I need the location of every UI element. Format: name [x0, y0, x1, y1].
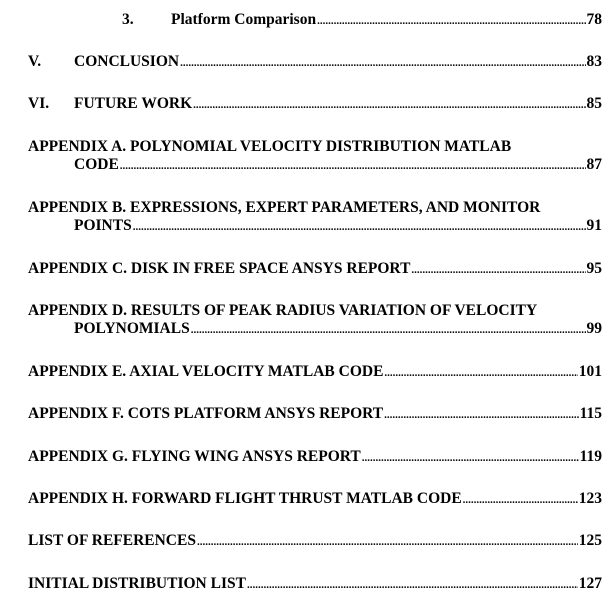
- toc-entry-number: 3.: [122, 11, 134, 28]
- toc-entry-page: 91: [586, 217, 602, 234]
- toc-entry-page: 125: [578, 532, 602, 549]
- toc-entry-title: APPENDIX H. FORWARD FLIGHT THRUST MATLAB CODE: [28, 490, 462, 507]
- toc-entry-title: Platform Comparison: [171, 11, 317, 28]
- toc-entry-appendix-f[interactable]: [0, 404, 608, 424]
- toc-entry-appendix-h[interactable]: [0, 489, 608, 509]
- dot-leader: [411, 260, 585, 279]
- toc-entry-page: 115: [579, 405, 602, 422]
- toc-entry-initial-distribution-list[interactable]: [0, 574, 608, 594]
- dot-leader: [317, 11, 585, 30]
- toc-entry-number: V.: [28, 53, 42, 70]
- toc-entry-title-line2: POLYNOMIALS: [74, 320, 190, 337]
- toc-entry-page: 99: [586, 320, 602, 337]
- toc-entry-page: 83: [586, 53, 602, 70]
- dot-leader: [384, 363, 577, 382]
- toc-entry-appendix-a[interactable]: [0, 137, 608, 177]
- toc-entry-title-line2: CODE: [74, 156, 119, 173]
- toc-entry-appendix-d[interactable]: [0, 301, 608, 341]
- toc-entry-title-line1: APPENDIX A. POLYNOMIAL VELOCITY DISTRIBUTION MATLAB: [28, 138, 512, 155]
- dot-leader: [362, 448, 579, 467]
- toc-entry-appendix-c[interactable]: [0, 259, 608, 279]
- toc-entry-title: APPENDIX G. FLYING WING ANSYS REPORT: [28, 448, 361, 465]
- toc-entry-page: 101: [578, 363, 602, 380]
- dot-leader: [180, 53, 585, 72]
- toc-entry-future-work[interactable]: [0, 94, 608, 114]
- toc-entry-title: APPENDIX C. DISK IN FREE SPACE ANSYS REPORT: [28, 260, 411, 277]
- dot-leader: [133, 217, 586, 236]
- toc-entry-title: APPENDIX F. COTS PLATFORM ANSYS REPORT: [28, 405, 384, 422]
- toc-entry-title-line2: POINTS: [74, 217, 132, 234]
- toc-entry-conclusion[interactable]: [0, 52, 608, 72]
- toc-entry-appendix-b[interactable]: [0, 198, 608, 238]
- toc-entry-title-line1: APPENDIX D. RESULTS OF PEAK RADIUS VARIATION OF VELOCITY: [28, 302, 538, 319]
- toc-entry-page: 119: [579, 448, 602, 465]
- toc-entry-page: 95: [586, 260, 602, 277]
- toc-entry-title: CONCLUSION: [74, 53, 180, 70]
- toc-entry-list-of-references[interactable]: [0, 531, 608, 551]
- toc-entry-page: 78: [586, 11, 602, 28]
- dot-leader: [191, 320, 586, 339]
- toc-entry-platform-comparison[interactable]: [0, 10, 608, 30]
- toc-entry-title-line1: APPENDIX B. EXPRESSIONS, EXPERT PARAMETERS, AND MONITOR: [28, 199, 541, 216]
- toc-entry-title: APPENDIX E. AXIAL VELOCITY MATLAB CODE: [28, 363, 384, 380]
- dot-leader: [120, 156, 586, 175]
- toc-entry-page: 127: [578, 575, 602, 592]
- dot-leader: [197, 532, 578, 551]
- toc-entry-title: FUTURE WORK: [74, 95, 193, 112]
- toc-entry-page: 85: [586, 95, 602, 112]
- toc-entry-page: 123: [578, 490, 602, 507]
- toc-entry-appendix-g[interactable]: [0, 447, 608, 467]
- toc-entry-appendix-e[interactable]: [0, 362, 608, 382]
- toc-entry-number: VI.: [28, 95, 50, 112]
- toc-entry-title: LIST OF REFERENCES: [28, 532, 196, 549]
- dot-leader: [247, 575, 578, 594]
- toc-entry-page: 87: [586, 156, 602, 173]
- dot-leader: [193, 95, 585, 114]
- dot-leader: [463, 490, 578, 509]
- dot-leader: [384, 405, 578, 424]
- toc-entry-title: INITIAL DISTRIBUTION LIST: [28, 575, 246, 592]
